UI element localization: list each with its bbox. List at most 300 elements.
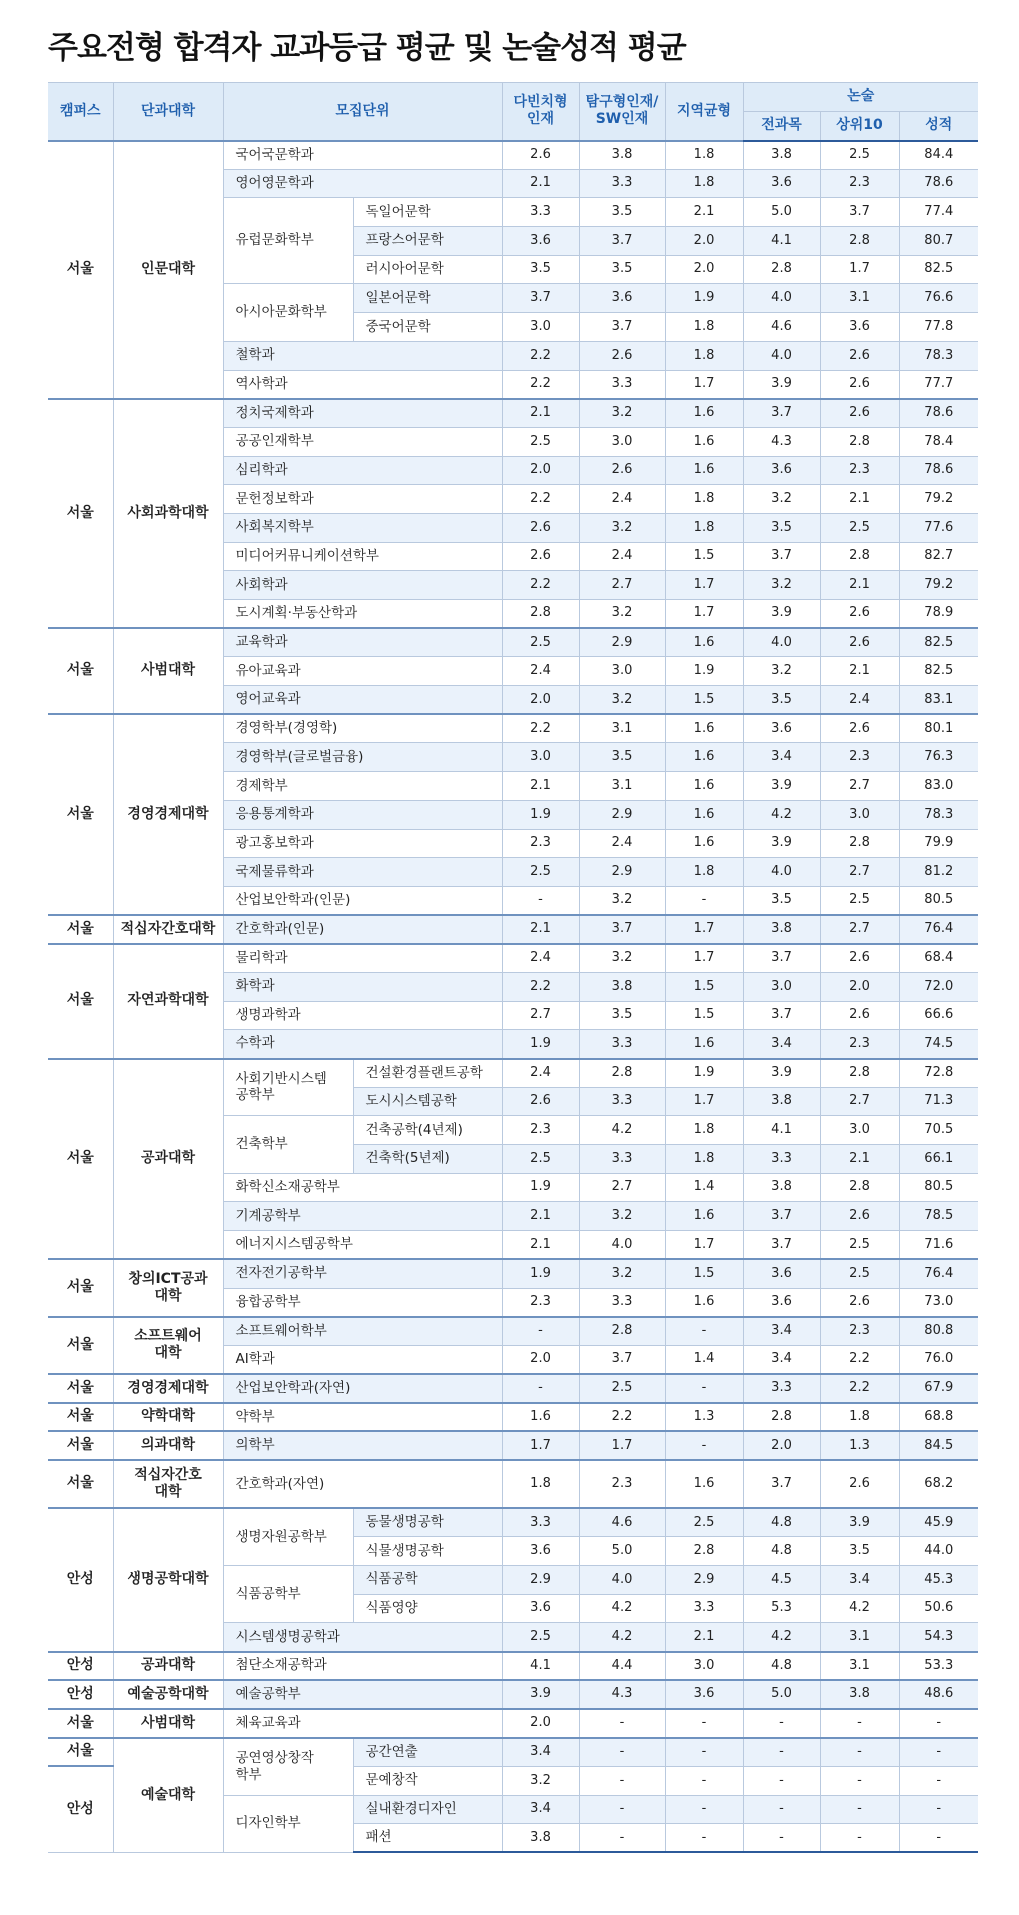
value-cell: 3.6 [743, 456, 820, 485]
value-cell: 2.3 [502, 829, 579, 858]
value-cell: 1.6 [665, 1460, 743, 1508]
value-cell: 5.3 [743, 1594, 820, 1623]
value-cell: 2.3 [820, 1030, 899, 1059]
major-name: 문예창작 [353, 1766, 502, 1795]
value-cell: 77.4 [899, 198, 978, 227]
value-cell: 2.8 [743, 255, 820, 284]
campus-cell: 서울 [48, 915, 113, 944]
value-cell: 2.6 [820, 399, 899, 428]
campus-cell: 서울 [48, 141, 113, 399]
admission-results-table [48, 82, 978, 1853]
major-name: 러시아어문학 [353, 255, 502, 284]
value-cell: 2.2 [502, 485, 579, 514]
value-cell: 3.7 [579, 313, 665, 342]
college-cell: 경영경제대학 [113, 714, 223, 915]
value-cell: 3.1 [820, 1623, 899, 1652]
table-row [48, 1738, 978, 1767]
value-cell: 4.0 [579, 1231, 665, 1260]
value-cell: 4.2 [820, 1594, 899, 1623]
value-cell: 4.3 [579, 1680, 665, 1709]
value-cell: 1.8 [665, 313, 743, 342]
value-cell: 4.0 [743, 858, 820, 887]
value-cell: 1.6 [502, 1403, 579, 1432]
value-cell: 78.6 [899, 456, 978, 485]
campus-cell: 서울 [48, 1403, 113, 1432]
college-cell: 사회과학대학 [113, 399, 223, 629]
value-cell: 77.7 [899, 370, 978, 399]
value-cell: 1.6 [665, 714, 743, 743]
value-cell: 3.7 [743, 944, 820, 973]
value-cell: 1.8 [665, 141, 743, 170]
value-cell: 4.8 [743, 1537, 820, 1566]
value-cell: 76.0 [899, 1345, 978, 1374]
department-name: 화학신소재공학부 [223, 1173, 502, 1202]
value-cell: 4.2 [579, 1623, 665, 1652]
major-name: 식품영양 [353, 1594, 502, 1623]
department-name: 사회학과 [223, 571, 502, 600]
campus-cell: 서울 [48, 399, 113, 629]
value-cell: 76.3 [899, 743, 978, 772]
value-cell: - [665, 1824, 743, 1853]
value-cell: 2.6 [820, 1288, 899, 1317]
value-cell: - [743, 1766, 820, 1795]
department-name: 기계공학부 [223, 1202, 502, 1231]
value-cell: 4.0 [743, 341, 820, 370]
department-name: 약학부 [223, 1403, 502, 1432]
value-cell: 1.8 [665, 341, 743, 370]
value-cell: 3.6 [579, 284, 665, 313]
value-cell: 2.1 [502, 169, 579, 198]
table-row [48, 944, 978, 973]
value-cell: 72.8 [899, 1059, 978, 1088]
department-name: 아시아문화학부 [223, 284, 353, 341]
value-cell: 1.8 [665, 1145, 743, 1174]
value-cell: - [579, 1709, 665, 1738]
value-cell: 3.9 [743, 370, 820, 399]
table-body [48, 141, 978, 1853]
value-cell: 84.4 [899, 141, 978, 170]
department-name: 유럽문화학부 [223, 198, 353, 284]
value-cell: 78.6 [899, 169, 978, 198]
campus-cell: 서울 [48, 1709, 113, 1738]
value-cell: - [579, 1824, 665, 1853]
value-cell: - [665, 1738, 743, 1767]
major-name: 식품공학 [353, 1566, 502, 1595]
value-cell: 3.7 [820, 198, 899, 227]
value-cell: 2.5 [502, 427, 579, 456]
value-cell: - [820, 1766, 899, 1795]
value-cell: 3.3 [743, 1145, 820, 1174]
value-cell: 2.5 [502, 628, 579, 657]
value-cell: 2.5 [502, 1145, 579, 1174]
value-cell: 3.8 [820, 1680, 899, 1709]
value-cell: 3.0 [665, 1652, 743, 1681]
value-cell: 3.3 [579, 1288, 665, 1317]
college-cell: 인문대학 [113, 141, 223, 399]
value-cell: 2.1 [502, 915, 579, 944]
value-cell: 1.8 [665, 1116, 743, 1145]
value-cell: 76.4 [899, 915, 978, 944]
value-cell: - [899, 1709, 978, 1738]
value-cell: 76.4 [899, 1259, 978, 1288]
value-cell: 3.1 [579, 714, 665, 743]
value-cell: - [665, 1795, 743, 1824]
value-cell: 1.7 [665, 370, 743, 399]
value-cell: 2.3 [820, 169, 899, 198]
value-cell: 44.0 [899, 1537, 978, 1566]
table-row [48, 1431, 978, 1460]
value-cell: 2.9 [579, 858, 665, 887]
value-cell: 2.0 [502, 1345, 579, 1374]
department-name: 공공인재학부 [223, 427, 502, 456]
value-cell: 1.7 [820, 255, 899, 284]
value-cell: 3.5 [743, 513, 820, 542]
value-cell: - [665, 1374, 743, 1403]
value-cell: 3.2 [743, 571, 820, 600]
major-name: 건축학(5년제) [353, 1145, 502, 1174]
value-cell: 1.3 [820, 1431, 899, 1460]
value-cell: 3.7 [579, 227, 665, 256]
major-name: 패션 [353, 1824, 502, 1853]
value-cell: 4.5 [743, 1566, 820, 1595]
department-name: 간호학과(인문) [223, 915, 502, 944]
department-name: 미디어커뮤니케이션학부 [223, 542, 502, 571]
value-cell: 2.7 [820, 915, 899, 944]
value-cell: 78.3 [899, 341, 978, 370]
value-cell: 1.7 [665, 944, 743, 973]
value-cell: - [820, 1738, 899, 1767]
value-cell: 3.8 [743, 1173, 820, 1202]
department-name: 시스템생명공학과 [223, 1623, 502, 1652]
value-cell: 1.5 [665, 972, 743, 1001]
value-cell: - [899, 1766, 978, 1795]
value-cell: 2.6 [502, 1087, 579, 1116]
value-cell: 3.3 [502, 198, 579, 227]
value-cell: 3.3 [579, 370, 665, 399]
value-cell: 2.8 [579, 1317, 665, 1346]
page-title: 주요전형 합격자 교과등급 평균 및 논술성적 평균 [48, 30, 686, 66]
value-cell: 3.7 [579, 915, 665, 944]
value-cell: 2.6 [820, 944, 899, 973]
department-name: AI학과 [223, 1345, 502, 1374]
value-cell: - [820, 1795, 899, 1824]
value-cell: 3.2 [579, 399, 665, 428]
header-essay: 논술 [743, 83, 978, 112]
value-cell: 1.6 [665, 772, 743, 801]
value-cell: 2.0 [743, 1431, 820, 1460]
value-cell: 1.6 [665, 1288, 743, 1317]
value-cell: 3.2 [579, 600, 665, 629]
value-cell: 84.5 [899, 1431, 978, 1460]
department-name: 영어교육과 [223, 686, 502, 715]
value-cell: 1.5 [665, 686, 743, 715]
value-cell: 3.8 [502, 1824, 579, 1853]
value-cell: 4.1 [743, 1116, 820, 1145]
department-name: 전자전기공학부 [223, 1259, 502, 1288]
campus-cell: 서울 [48, 1738, 113, 1767]
value-cell: 3.6 [820, 313, 899, 342]
value-cell: 78.3 [899, 800, 978, 829]
value-cell: - [502, 1317, 579, 1346]
value-cell: 76.6 [899, 284, 978, 313]
value-cell: - [899, 1795, 978, 1824]
table-row [48, 1460, 978, 1508]
college-cell: 적십자간호 대학 [113, 1460, 223, 1508]
value-cell: 2.2 [820, 1374, 899, 1403]
value-cell: - [899, 1738, 978, 1767]
value-cell: - [502, 1374, 579, 1403]
value-cell: 2.8 [502, 600, 579, 629]
value-cell: 1.5 [665, 1259, 743, 1288]
value-cell: 3.6 [665, 1680, 743, 1709]
college-cell: 생명공학대학 [113, 1508, 223, 1651]
value-cell: 3.6 [502, 227, 579, 256]
table-row [48, 1259, 978, 1288]
department-name: 사회기반시스템 공학부 [223, 1059, 353, 1116]
value-cell: - [743, 1709, 820, 1738]
value-cell: 3.2 [502, 1766, 579, 1795]
value-cell: 53.3 [899, 1652, 978, 1681]
department-name: 산업보안학과(자연) [223, 1374, 502, 1403]
value-cell: 3.0 [502, 743, 579, 772]
value-cell: - [743, 1795, 820, 1824]
value-cell: 2.8 [820, 829, 899, 858]
value-cell: 3.9 [743, 1059, 820, 1088]
value-cell: 2.6 [579, 456, 665, 485]
value-cell: 3.8 [743, 1087, 820, 1116]
value-cell: 4.0 [579, 1566, 665, 1595]
value-cell: 3.7 [743, 399, 820, 428]
value-cell: 3.9 [502, 1680, 579, 1709]
value-cell: 2.6 [820, 1460, 899, 1508]
value-cell: 2.7 [502, 1001, 579, 1030]
value-cell: 45.9 [899, 1508, 978, 1537]
value-cell: 81.2 [899, 858, 978, 887]
value-cell: 3.7 [502, 284, 579, 313]
value-cell: 2.9 [502, 1566, 579, 1595]
value-cell: 2.4 [502, 944, 579, 973]
department-name: 도시계획·부동산학과 [223, 600, 502, 629]
college-cell: 사범대학 [113, 628, 223, 714]
major-name: 식물생명공학 [353, 1537, 502, 1566]
value-cell: 79.2 [899, 485, 978, 514]
value-cell: 1.7 [665, 571, 743, 600]
value-cell: 2.1 [820, 1145, 899, 1174]
table-row [48, 1508, 978, 1537]
value-cell: 71.3 [899, 1087, 978, 1116]
value-cell: 2.4 [579, 829, 665, 858]
table-row [48, 1709, 978, 1738]
value-cell: 1.6 [665, 427, 743, 456]
value-cell: 2.3 [502, 1116, 579, 1145]
value-cell: 79.2 [899, 571, 978, 600]
value-cell: 54.3 [899, 1623, 978, 1652]
value-cell: 4.3 [743, 427, 820, 456]
value-cell: - [579, 1738, 665, 1767]
value-cell: 3.4 [820, 1566, 899, 1595]
value-cell: 71.6 [899, 1231, 978, 1260]
department-name: 식품공학부 [223, 1566, 353, 1623]
value-cell: 3.2 [579, 513, 665, 542]
value-cell: 2.6 [579, 341, 665, 370]
value-cell: 4.8 [743, 1508, 820, 1537]
value-cell: - [665, 886, 743, 915]
department-name: 교육학과 [223, 628, 502, 657]
department-name: 예술공학부 [223, 1680, 502, 1709]
value-cell: 2.5 [820, 513, 899, 542]
value-cell: 73.0 [899, 1288, 978, 1317]
campus-cell: 서울 [48, 628, 113, 714]
value-cell: 1.7 [502, 1431, 579, 1460]
value-cell: 2.7 [579, 571, 665, 600]
value-cell: 2.8 [820, 1173, 899, 1202]
college-cell: 사범대학 [113, 1709, 223, 1738]
value-cell: 2.3 [820, 456, 899, 485]
department-name: 의학부 [223, 1431, 502, 1460]
campus-cell: 서울 [48, 1460, 113, 1508]
value-cell: 3.5 [502, 255, 579, 284]
major-name: 중국어문학 [353, 313, 502, 342]
value-cell: 2.3 [579, 1460, 665, 1508]
value-cell: 3.8 [743, 141, 820, 170]
value-cell: 1.9 [665, 657, 743, 686]
header-campus: 캠퍼스 [48, 83, 113, 141]
value-cell: 82.5 [899, 628, 978, 657]
value-cell: - [665, 1317, 743, 1346]
value-cell: 1.6 [665, 800, 743, 829]
value-cell: 3.4 [743, 1345, 820, 1374]
value-cell: 1.6 [665, 1030, 743, 1059]
value-cell: 70.5 [899, 1116, 978, 1145]
value-cell: - [665, 1431, 743, 1460]
value-cell: 3.6 [743, 1259, 820, 1288]
value-cell: 50.6 [899, 1594, 978, 1623]
value-cell: 3.4 [743, 1030, 820, 1059]
value-cell: 3.0 [579, 657, 665, 686]
value-cell: 3.5 [579, 255, 665, 284]
major-name: 실내환경디자인 [353, 1795, 502, 1824]
value-cell: 80.7 [899, 227, 978, 256]
value-cell: 3.7 [743, 1202, 820, 1231]
value-cell: - [820, 1824, 899, 1853]
value-cell: 3.4 [502, 1795, 579, 1824]
department-name: 국어국문학과 [223, 141, 502, 170]
value-cell: 3.6 [743, 714, 820, 743]
college-cell: 소프트웨어 대학 [113, 1317, 223, 1374]
value-cell: 2.4 [579, 542, 665, 571]
value-cell: 2.7 [820, 1087, 899, 1116]
table-row [48, 714, 978, 743]
value-cell: 80.8 [899, 1317, 978, 1346]
value-cell: - [743, 1738, 820, 1767]
value-cell: - [579, 1766, 665, 1795]
table-row [48, 141, 978, 170]
value-cell: 2.5 [820, 1231, 899, 1260]
table-row [48, 1652, 978, 1681]
value-cell: 80.1 [899, 714, 978, 743]
value-cell: 4.6 [579, 1508, 665, 1537]
department-name: 심리학과 [223, 456, 502, 485]
value-cell: - [820, 1709, 899, 1738]
value-cell: 4.1 [502, 1652, 579, 1681]
value-cell: 3.7 [579, 1345, 665, 1374]
campus-cell: 서울 [48, 1259, 113, 1316]
value-cell: 3.2 [579, 944, 665, 973]
value-cell: 1.9 [665, 1059, 743, 1088]
value-cell: 48.6 [899, 1680, 978, 1709]
value-cell: 1.3 [665, 1403, 743, 1432]
value-cell: 1.5 [665, 542, 743, 571]
value-cell: 2.2 [502, 714, 579, 743]
value-cell: 2.0 [502, 686, 579, 715]
value-cell: 3.0 [579, 427, 665, 456]
department-name: 국제물류학과 [223, 858, 502, 887]
value-cell: 80.5 [899, 1173, 978, 1202]
value-cell: - [899, 1824, 978, 1853]
value-cell: 82.7 [899, 542, 978, 571]
table-row [48, 915, 978, 944]
value-cell: 77.6 [899, 513, 978, 542]
department-name: 광고홍보학과 [223, 829, 502, 858]
value-cell: 3.5 [743, 886, 820, 915]
value-cell: 2.5 [820, 141, 899, 170]
value-cell: 3.3 [579, 1087, 665, 1116]
college-cell: 의과대학 [113, 1431, 223, 1460]
department-name: 생명자원공학부 [223, 1508, 353, 1565]
value-cell: 2.3 [502, 1288, 579, 1317]
campus-cell: 안성 [48, 1652, 113, 1681]
campus-cell: 서울 [48, 1059, 113, 1260]
department-name: 공연영상창작 학부 [223, 1738, 353, 1795]
value-cell: 2.0 [820, 972, 899, 1001]
value-cell: 4.6 [743, 313, 820, 342]
value-cell: 3.1 [820, 1652, 899, 1681]
value-cell: 3.4 [743, 1317, 820, 1346]
value-cell: 78.6 [899, 399, 978, 428]
value-cell: 2.1 [502, 772, 579, 801]
value-cell: 2.1 [820, 485, 899, 514]
value-cell: 2.4 [820, 686, 899, 715]
value-cell: 2.4 [579, 485, 665, 514]
value-cell: 1.9 [502, 1259, 579, 1288]
department-name: 산업보안학과(인문) [223, 886, 502, 915]
value-cell: 2.0 [665, 255, 743, 284]
value-cell: 1.9 [502, 1173, 579, 1202]
value-cell: 2.5 [820, 1259, 899, 1288]
table-row [48, 1059, 978, 1088]
value-cell: 1.8 [665, 513, 743, 542]
campus-cell: 안성 [48, 1508, 113, 1651]
value-cell: 2.2 [820, 1345, 899, 1374]
major-name: 일본어문학 [353, 284, 502, 313]
college-cell: 공과대학 [113, 1059, 223, 1260]
value-cell: 2.7 [820, 772, 899, 801]
value-cell: 1.7 [665, 1087, 743, 1116]
value-cell: 1.7 [665, 915, 743, 944]
campus-cell: 서울 [48, 714, 113, 915]
college-cell: 창의ICT공과 대학 [113, 1259, 223, 1316]
value-cell: 67.9 [899, 1374, 978, 1403]
department-name: 물리학과 [223, 944, 502, 973]
value-cell: 1.9 [502, 800, 579, 829]
value-cell: 2.2 [502, 972, 579, 1001]
value-cell: 3.1 [820, 284, 899, 313]
campus-cell: 안성 [48, 1766, 113, 1852]
value-cell: 3.0 [820, 1116, 899, 1145]
value-cell: 3.3 [743, 1374, 820, 1403]
department-name: 유아교육과 [223, 657, 502, 686]
department-name: 생명과학과 [223, 1001, 502, 1030]
